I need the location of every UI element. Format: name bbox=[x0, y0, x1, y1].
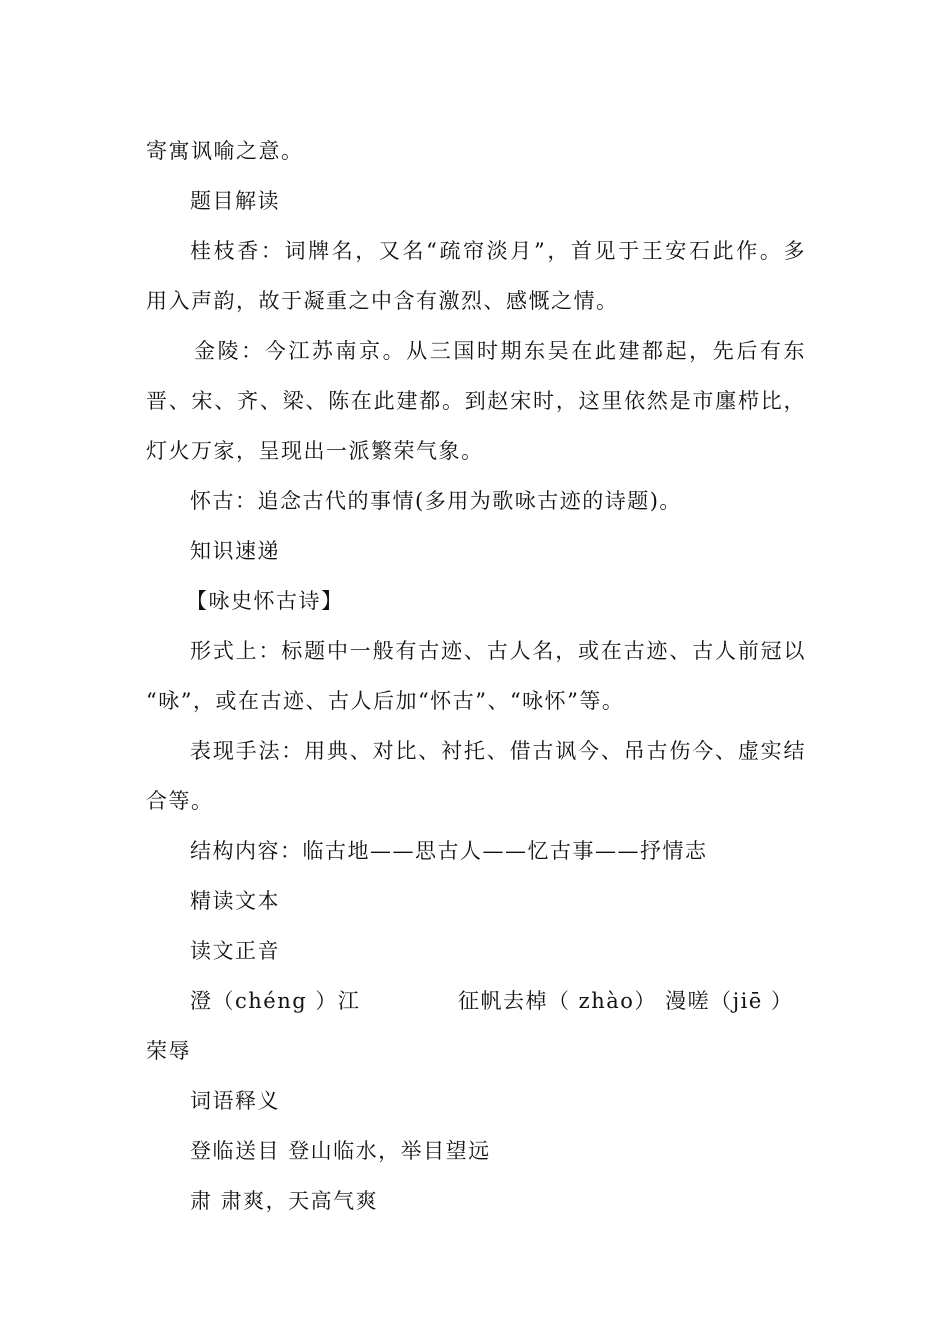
paragraph-line: 怀古：追念古代的事情(多用为歌咏古迹的诗题)。 bbox=[190, 489, 682, 513]
paragraph-line: 形式上：标题中一般有古迹、古人名，或在古迹、古人前冠以 bbox=[190, 639, 806, 663]
section-heading: 【咏史怀古诗】 bbox=[186, 589, 344, 613]
pinyin-entry: 澄（chéng ）江 bbox=[190, 989, 361, 1013]
text-line: 寄寓讽喻之意。 bbox=[146, 139, 304, 163]
paragraph-line: 合等。 bbox=[146, 789, 214, 813]
paragraph-line: 用入声韵，故于凝重之中含有激烈、感慨之情。 bbox=[146, 289, 619, 313]
paragraph-line: “咏”，或在古迹、古人后加“怀古”、“咏怀”等。 bbox=[146, 689, 625, 713]
paragraph-line: 结构内容：临古地——思古人——忆古事——抒情志 bbox=[190, 839, 708, 863]
section-heading: 精读文本 bbox=[190, 889, 280, 913]
paragraph-line: 金陵：今江苏南京。从三国时期东吴在此建都起，先后有东 bbox=[194, 339, 806, 363]
definition-entry: 肃 肃爽，天高气爽 bbox=[190, 1189, 379, 1213]
pinyin-entry: 征帆去棹（ zhào） 漫嗟（jiē ） bbox=[458, 989, 794, 1013]
paragraph-line: 灯火万家，呈现出一派繁荣气象。 bbox=[146, 439, 484, 463]
pinyin-entry: 荣辱 bbox=[146, 1039, 191, 1063]
paragraph-line: 表现手法：用典、对比、衬托、借古讽今、吊古伤今、虚实结 bbox=[190, 739, 806, 763]
definition-entry: 登临送目 登山临水，举目望远 bbox=[190, 1139, 491, 1163]
paragraph-line: 桂枝香：词牌名，又名“疏帘淡月”，首见于王安石此作。多 bbox=[190, 239, 806, 263]
section-heading: 题目解读 bbox=[190, 189, 280, 213]
section-heading: 词语释义 bbox=[190, 1089, 280, 1113]
paragraph-line: 晋、宋、齐、梁、陈在此建都。到赵宋时，这里依然是市廛栉比， bbox=[146, 389, 806, 413]
section-heading: 知识速递 bbox=[190, 539, 280, 563]
section-heading: 读文正音 bbox=[190, 939, 280, 963]
